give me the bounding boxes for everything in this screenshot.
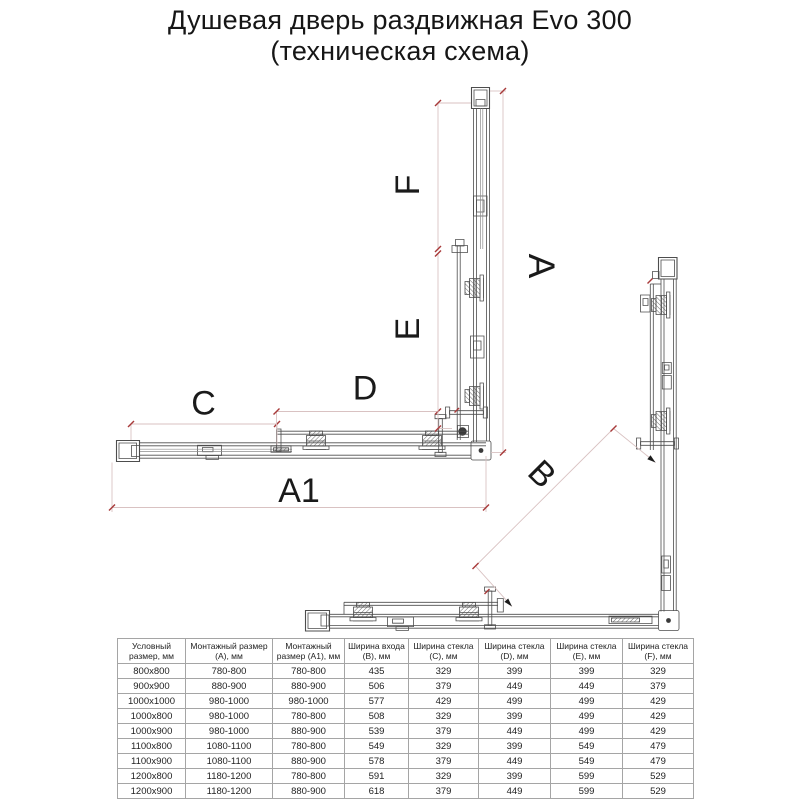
size-table-header-cell: Ширина стекла (C), мм xyxy=(409,639,479,664)
sliding-door-2h xyxy=(344,587,503,629)
roller-carriage xyxy=(303,431,329,449)
table-cell: 780-800 xyxy=(186,664,273,679)
dimension-e xyxy=(389,251,452,432)
table-row xyxy=(118,754,694,769)
table-cell: 980-1000 xyxy=(186,709,273,724)
table-cell: 329 xyxy=(409,769,479,784)
dimension-a xyxy=(490,88,562,456)
table-cell: 399 xyxy=(479,769,551,784)
main-plan-view xyxy=(117,88,492,462)
size-table-container xyxy=(117,638,694,799)
table-cell: 329 xyxy=(623,664,694,679)
table-cell: 379 xyxy=(409,724,479,739)
dimension-c xyxy=(128,385,280,446)
table-row xyxy=(118,694,694,709)
table-cell: 780-800 xyxy=(273,664,345,679)
fixed-glass-c xyxy=(140,449,292,451)
table-cell: 900x900 xyxy=(118,679,186,694)
table-cell: 508 xyxy=(345,709,409,724)
table-cell: 499 xyxy=(551,724,623,739)
fixed-glass-f xyxy=(481,109,483,250)
sliding-door-e xyxy=(446,240,488,441)
dim-label-d: D xyxy=(352,369,378,408)
table-row xyxy=(118,724,694,739)
table-cell: 529 xyxy=(623,769,694,784)
table-cell: 499 xyxy=(551,694,623,709)
table-cell: 379 xyxy=(409,784,479,799)
title-line-2: (техническая схема) xyxy=(270,36,530,66)
table-cell: 1180-1200 xyxy=(186,784,273,799)
table-cell: 1100x900 xyxy=(118,754,186,769)
dim-label-c: C xyxy=(191,384,216,423)
table-cell: 379 xyxy=(623,679,694,694)
size-table-header-cell: Ширина стекла (E), мм xyxy=(551,639,623,664)
dim-label-e: E xyxy=(389,317,427,341)
table-cell: 435 xyxy=(345,664,409,679)
size-table-header-cell: Ширина стекла (F), мм xyxy=(623,639,694,664)
size-table-header-cell: Ширина входа (B), мм xyxy=(345,639,409,664)
table-cell: 499 xyxy=(551,709,623,724)
table-cell: 1200x800 xyxy=(118,769,186,784)
table-cell: 479 xyxy=(623,739,694,754)
table-cell: 549 xyxy=(551,754,623,769)
table-cell: 880-900 xyxy=(273,724,345,739)
table-cell: 549 xyxy=(345,739,409,754)
table-cell: 449 xyxy=(479,679,551,694)
roller-carriage xyxy=(465,383,483,409)
corner-connector-2 xyxy=(659,611,680,631)
table-cell: 449 xyxy=(551,679,623,694)
table-row xyxy=(118,769,694,784)
dimension-f xyxy=(389,100,471,252)
dim-label-f: F xyxy=(389,174,427,196)
table-cell: 506 xyxy=(345,679,409,694)
table-cell: 429 xyxy=(623,724,694,739)
table-cell: 399 xyxy=(479,739,551,754)
table-cell: 980-1000 xyxy=(186,694,273,709)
roller-carriage xyxy=(652,292,670,318)
table-cell: 880-900 xyxy=(186,679,273,694)
table-cell: 429 xyxy=(623,709,694,724)
table-cell: 329 xyxy=(409,664,479,679)
table-cell: 880-900 xyxy=(273,679,345,694)
table-cell: 980-1000 xyxy=(273,694,345,709)
table-cell: 329 xyxy=(409,709,479,724)
sliding-door-2v xyxy=(637,284,679,450)
size-table xyxy=(117,638,694,799)
table-cell: 1080-1100 xyxy=(186,739,273,754)
table-cell: 780-800 xyxy=(273,739,345,754)
table-cell: 980-1000 xyxy=(186,724,273,739)
table-cell: 399 xyxy=(479,709,551,724)
dimension-a1 xyxy=(109,456,489,512)
table-cell: 479 xyxy=(623,754,694,769)
table-cell: 499 xyxy=(479,694,551,709)
table-row xyxy=(118,709,694,724)
table-cell: 578 xyxy=(345,754,409,769)
page-title xyxy=(0,5,800,67)
table-cell: 429 xyxy=(409,694,479,709)
title-line-1: Душевая дверь раздвижная Evo 300 xyxy=(168,5,632,35)
table-row xyxy=(118,739,694,754)
table-cell: 880-900 xyxy=(273,784,345,799)
table-cell: 599 xyxy=(551,769,623,784)
table-cell: 1180-1200 xyxy=(186,769,273,784)
roller-carriage xyxy=(419,431,445,449)
technical-diagram xyxy=(0,66,800,640)
table-cell: 399 xyxy=(479,664,551,679)
corner-connector xyxy=(471,441,491,460)
table-cell: 1200x900 xyxy=(118,784,186,799)
dim-label-a1: A1 xyxy=(278,472,320,510)
size-table-header-cell: Условный размер, мм xyxy=(118,639,186,664)
size-table-header-row xyxy=(118,639,694,664)
table-row xyxy=(118,679,694,694)
table-cell: 780-800 xyxy=(273,769,345,784)
table-cell: 539 xyxy=(345,724,409,739)
table-cell: 780-800 xyxy=(273,709,345,724)
dimension-d xyxy=(274,370,442,430)
size-table-header-cell: Ширина стекла (D), мм xyxy=(479,639,551,664)
table-cell: 379 xyxy=(409,754,479,769)
table-cell: 1000x1000 xyxy=(118,694,186,709)
table-row xyxy=(118,664,694,679)
size-table-body xyxy=(118,664,694,799)
table-row xyxy=(118,784,694,799)
table-cell: 1100x800 xyxy=(118,739,186,754)
table-cell: 591 xyxy=(345,769,409,784)
table-cell: 1080-1100 xyxy=(186,754,273,769)
table-cell: 549 xyxy=(551,739,623,754)
table-cell: 449 xyxy=(479,724,551,739)
door-handle xyxy=(637,438,679,449)
size-table-header-cell: Монтажный размер (A1), мм xyxy=(273,639,345,664)
dim-label-a: A xyxy=(521,253,562,279)
table-cell: 599 xyxy=(551,784,623,799)
sliding-door-d xyxy=(271,415,468,457)
table-cell: 449 xyxy=(479,754,551,769)
roller-carriage xyxy=(652,408,670,434)
table-cell: 1000x800 xyxy=(118,709,186,724)
table-cell: 577 xyxy=(345,694,409,709)
roller-carriage xyxy=(465,275,483,301)
table-cell: 429 xyxy=(623,694,694,709)
table-cell: 529 xyxy=(623,784,694,799)
size-table-header-cell: Монтажный размер (A), мм xyxy=(186,639,273,664)
table-cell: 449 xyxy=(479,784,551,799)
table-cell: 379 xyxy=(409,679,479,694)
second-plan-view xyxy=(306,258,680,632)
dim-label-b: B xyxy=(520,452,564,496)
dimensions xyxy=(109,88,656,607)
table-cell: 800x800 xyxy=(118,664,186,679)
table-cell: 1000x900 xyxy=(118,724,186,739)
table-cell: 399 xyxy=(551,664,623,679)
table-cell: 329 xyxy=(409,739,479,754)
table-cell: 880-900 xyxy=(273,754,345,769)
table-cell: 618 xyxy=(345,784,409,799)
